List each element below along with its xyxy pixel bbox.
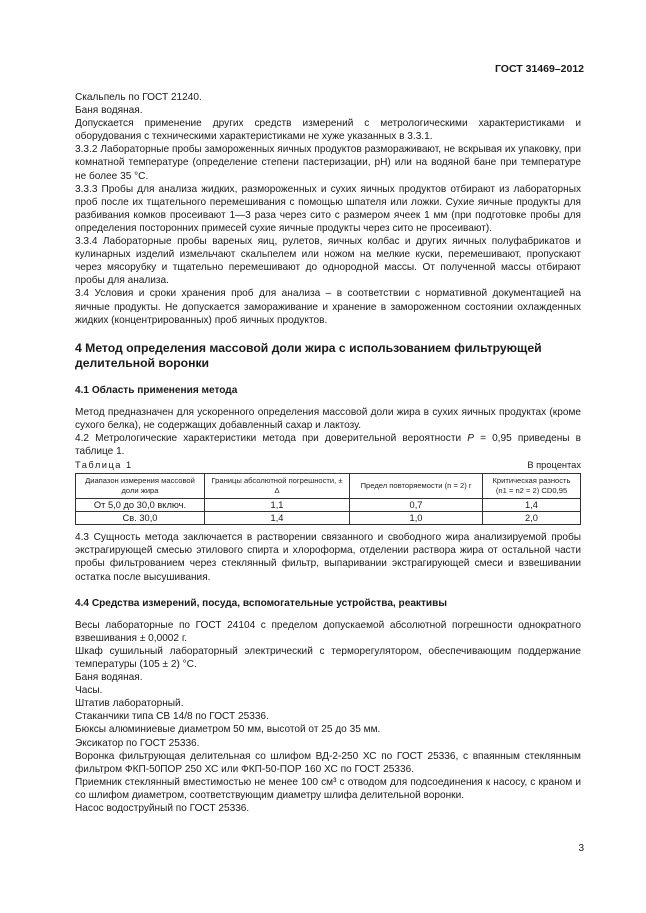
table-cell: Св. 30,0	[76, 512, 205, 525]
table-caption-row	[75, 459, 581, 472]
text-span: 4.2 Метрологические характеристики метода при доверительной вероятности	[75, 432, 468, 444]
table-cell: 2,0	[483, 512, 581, 525]
table-row	[76, 499, 581, 512]
table-cell: 1,4	[483, 499, 581, 512]
metrology-table	[75, 473, 581, 525]
paragraph: 3.4 Условия и сроки хранения проб для анализа – в соответствии с нормативной документацией на яичные продукты. Не допускается замораживание и хранение в замороженном состоянии охлажденных жидких (концентрированных) проб яичных продуктов.	[75, 288, 581, 326]
table-cell: 1,0	[350, 512, 483, 525]
variable-p: P	[467, 432, 474, 444]
list-item: Стаканчики типа СВ 14/8 по ГОСТ 25336.	[75, 711, 269, 723]
list-item: Весы лабораторные по ГОСТ 24104 с пределом допускаемой абсолютной погрешности однократного взвешивания ± 0,0002 г.	[75, 619, 581, 644]
table-cell: 0,7	[350, 499, 483, 512]
list-item: Штатив лабораторный.	[75, 698, 184, 710]
page-number: 3	[578, 843, 584, 854]
table-units: В процентах	[527, 460, 581, 471]
paragraph: Метод предназначен для ускоренного определения массовой доли жира в сухих яичных продуктах (кроме сухого белка), не содержащих добавленный сахар и лактозу.	[75, 406, 581, 431]
table-row	[76, 512, 581, 525]
section-title: 4 Метод определения массовой доли жира с использованием фильтрующей делительной воронки	[75, 340, 542, 370]
list-item: Шкаф сушильный лабораторный электрический с терморегулятором, обеспечивающим поддержание температуры (105 ± 2) °С.	[75, 645, 581, 670]
table-cell: 1,1	[205, 499, 350, 512]
list-item: Бюксы алюминиевые диаметром 50 мм, высотой от 25 до 35 мм.	[75, 724, 381, 736]
document-body	[75, 91, 581, 815]
list-item: Воронка фильтрующая делительная со шлифом ВД-2-250 ХС по ГОСТ 25336, с впаянным стеклянным фильтром ФКП-50ПОР 250 ХС или ФКП-50-ПОР 160 ХС по ГОСТ 25336.	[75, 750, 581, 775]
paragraph	[75, 432, 581, 458]
text-span: = 0,95 приведены в таблице 1.	[75, 432, 581, 458]
standard-header: ГОСТ 31469–2012	[494, 63, 584, 75]
table-header-cell: Границы абсолютной погрешности, ± Δ	[205, 474, 350, 499]
table-cell: От 5,0 до 30,0 включ.	[76, 499, 205, 512]
text-line: Баня водяная.	[75, 105, 143, 117]
table-caption: Таблица 1	[75, 460, 133, 471]
table-cell: 1,4	[205, 512, 350, 525]
list-item: Приемник стеклянный вместимостью не менее 100 см³ с отводом для подсоединения к насосу, с краном и со шлифом диаметром, соответствующим диаметру шлифа делительной воронки.	[75, 776, 581, 801]
paragraph: 3.3.3 Пробы для анализа жидких, размороженных и сухих яичных продуктов отбирают из лабораторных проб после их тщательного перемешивания с помощью шпателя или ложки. Сухие яичные продукты для разбивания комков просеивают 1—3 раза через сито с размером ячеек 1 мм (при подготовке пробы для определения посторонних примесей сухие яичные продукты через сито не просеивают).	[75, 183, 581, 234]
table-header-row	[76, 474, 581, 499]
list-item: Баня водяная.	[75, 672, 143, 684]
paragraph: 4.3 Сущность метода заключается в растворении связанного и свободного жира анализируемой пробы экстрагирующей смесью этилового спирта и хлороформа, отделении раствора жира от остальной части пробы фильтрованием через стеклянный фильтр, выпаривании экстрагирующей смеси и взвешивании остатка после высушивания.	[75, 532, 581, 583]
list-item: Насос водоструйный по ГОСТ 25336.	[75, 803, 250, 815]
subsection-title: 4.4 Средства измерений, посуда, вспомогательные устройства, реактивы	[75, 597, 447, 609]
list-item: Эксикатор по ГОСТ 25336.	[75, 737, 200, 749]
list-item: Часы.	[75, 685, 103, 697]
paragraph: 3.3.2 Лабораторные пробы замороженных яичных продуктов размораживают, не вскрывая их упаковку, при комнатной температуре (определение степени пастеризации, pH) или на водяной бане при температуре не более 35 °С.	[75, 144, 581, 182]
table-header-cell: Критическая разность (n1 = n2 = 2) CD0,95	[483, 474, 581, 499]
paragraph: Допускается применение других средств измерений с метрологическими характеристиками и оборудования с техническими характеристиками не хуже указанных в 3.3.1.	[75, 118, 581, 143]
paragraph: 3.3.4 Лабораторные пробы вареных яиц, рулетов, яичных колбас и других яичных полуфабрикатов и кулинарных изделий измельчают скальпелем или ножом на мелкие куски, перемешивают, пропускают через мясорубку и тщательно перемешивают до однородной массы. От полученной массы отбирают пробы для анализа.	[75, 236, 581, 287]
table-header-cell: Диапазон измерения массовой доли жира	[76, 474, 205, 499]
text-line: Скальпель по ГОСТ 21240.	[75, 92, 202, 103]
table-header-cell: Предел повторяемости (n = 2) r	[350, 474, 483, 499]
subsection-title: 4.1 Область применения метода	[75, 384, 238, 396]
